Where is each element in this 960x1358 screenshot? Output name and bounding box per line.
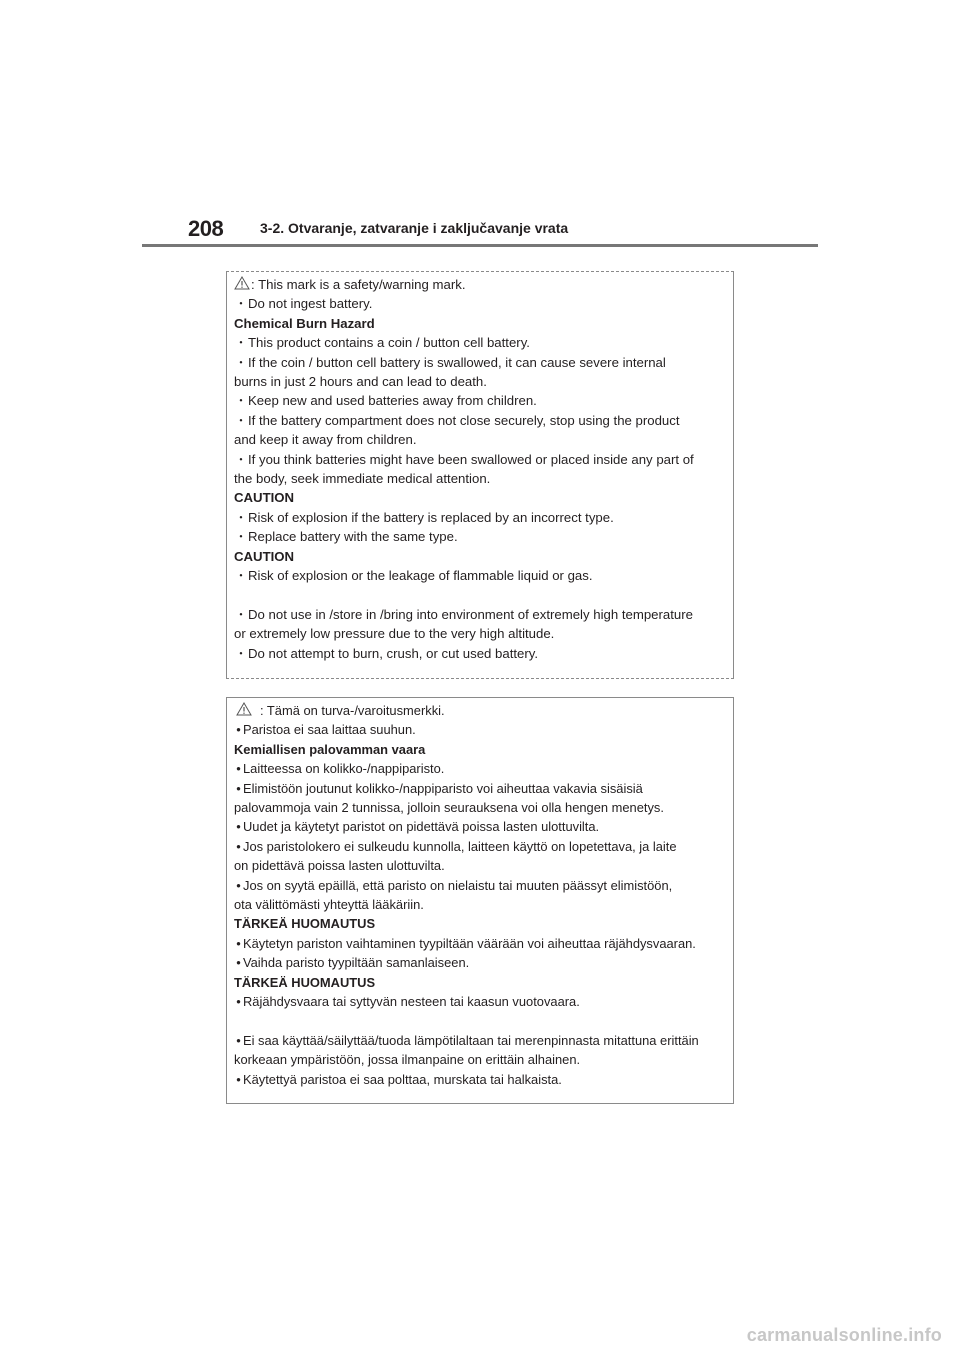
bullet-glyph: ・	[234, 606, 248, 622]
warning-heading	[234, 740, 727, 759]
bullet-item	[234, 934, 727, 953]
bullet-glyph: •	[236, 877, 241, 893]
bullet-item	[234, 411, 727, 430]
bullet-glyph: •	[236, 1032, 241, 1048]
line-text: Keep new and used batteries away from children.	[248, 393, 537, 409]
line-text: If the coin / button cell battery is swallowed, it can cause severe internal	[248, 354, 666, 370]
bullet-continuation	[234, 856, 727, 875]
line-text: : This mark is a safety/warning mark.	[251, 277, 466, 292]
bullet-glyph: •	[236, 1071, 241, 1087]
line-text: palovammoja vain 2 tunnissa, jolloin seurauksena voi olla hengen menetys.	[234, 800, 664, 816]
warning-mark-line	[234, 701, 727, 720]
line-text: TÄRKEÄ HUOMAUTUS	[234, 916, 376, 932]
bullet-glyph: •	[236, 838, 241, 854]
bullet-glyph: ・	[234, 645, 248, 661]
bullet-continuation	[234, 430, 727, 449]
line-text: : Tämä on turva-/varoitusmerkki.	[260, 703, 445, 718]
line-text: TÄRKEÄ HUOMAUTUS	[234, 974, 376, 990]
line-text: Paristoa ei saa laittaa suuhun.	[243, 722, 416, 738]
bullet-glyph: ・	[234, 393, 248, 409]
bullet-item	[234, 605, 727, 624]
line-text: Kemiallisen palovamman vaara	[234, 741, 426, 757]
page-number: 208	[188, 216, 224, 241]
page-header	[142, 214, 818, 246]
bullet-item	[234, 294, 727, 313]
line-text: If the battery compartment does not close securely, stop using the product	[248, 412, 680, 428]
bullet-glyph: ・	[234, 412, 248, 428]
bullet-continuation	[234, 798, 727, 817]
bullet-glyph: •	[236, 819, 241, 835]
bullet-item	[234, 353, 727, 372]
bullet-glyph: ・	[234, 354, 248, 370]
bullet-item	[234, 644, 727, 663]
bullet-continuation	[234, 624, 727, 643]
bullet-glyph: ・	[234, 296, 248, 312]
bullet-item	[234, 992, 727, 1011]
line-text: CAUTION	[234, 490, 295, 506]
line-text: Replace battery with the same type.	[248, 529, 458, 545]
line-text: Vaihda paristo tyypiltään samanlaiseen.	[243, 955, 470, 971]
bullet-item	[234, 566, 727, 585]
line-text: Chemical Burn Hazard	[234, 315, 375, 331]
watermark: carmanualsonline.info	[746, 1325, 942, 1345]
line-text: Elimistöön joutunut kolikko-/nappiparisto voi aiheuttaa vakavia sisäisiä	[243, 780, 643, 796]
line-text: Uudet ja käytetyt paristot on pidettävä poissa lasten ulottuvilta.	[243, 819, 600, 835]
bullet-glyph: ・	[234, 451, 248, 467]
bullet-item	[234, 333, 727, 352]
bullet-item	[234, 876, 727, 895]
warning-heading	[234, 973, 727, 992]
line-text: Räjähdysvaara tai syttyvän nesteen tai kaasun vuotovaara.	[243, 994, 580, 1010]
warning-heading	[234, 314, 727, 333]
bullet-glyph: •	[236, 955, 241, 971]
line-text: the body, seek immediate medical attention.	[234, 471, 491, 487]
line-text: Do not attempt to burn, crush, or cut used battery.	[248, 645, 539, 661]
line-text: and keep it away from children.	[234, 432, 417, 448]
header-rule	[142, 244, 818, 247]
bullet-item	[234, 527, 727, 546]
bullet-glyph: •	[236, 935, 241, 951]
bullet-continuation	[234, 895, 727, 914]
line-text: or extremely low pressure due to the very high altitude.	[234, 626, 555, 642]
line-text: ota välittömästi yhteyttä lääkäriin.	[234, 897, 424, 913]
bullet-item	[234, 1031, 727, 1050]
bullet-glyph: •	[236, 780, 241, 796]
bullet-continuation	[234, 1050, 727, 1069]
finnish-battery-warning-box	[226, 697, 734, 1104]
bullet-glyph: ・	[234, 529, 248, 545]
bullet-item	[234, 508, 727, 527]
line-text: If you think batteries might have been swallowed or placed inside any part of	[248, 451, 694, 467]
warning-heading	[234, 914, 727, 933]
section-title: 3-2. Otvaranje, zatvaranje i zaključavanje vrata	[260, 220, 569, 236]
line-text: Käytettyä paristoa ei saa polttaa, murskata tai halkaista.	[243, 1071, 562, 1087]
bullet-item	[234, 720, 727, 739]
line-text: Ei saa käyttää/säilyttää/tuoda lämpötilaltaan tai merenpinnasta mitattuna erittäin	[243, 1032, 699, 1048]
line-text: Risk of explosion if the battery is replaced by an incorrect type.	[248, 509, 614, 525]
line-text: Jos on syytä epäillä, että paristo on nielaistu tai muuten päässyt elimistöön,	[243, 877, 673, 893]
warning-triangle-icon	[234, 276, 250, 290]
line-text: burns in just 2 hours and can lead to death.	[234, 374, 487, 390]
line-text: Risk of explosion or the leakage of flammable liquid or gas.	[248, 568, 593, 584]
bullet-glyph: •	[236, 722, 241, 738]
bullet-glyph: ・	[234, 509, 248, 525]
bullet-glyph: ・	[234, 335, 248, 351]
bullet-item	[234, 817, 727, 836]
line-text: Do not ingest battery.	[248, 296, 373, 312]
bullet-glyph: •	[236, 761, 241, 777]
warning-heading	[234, 547, 727, 566]
bullet-glyph: •	[236, 994, 241, 1010]
line-text: This product contains a coin / button cell battery.	[248, 335, 530, 351]
warning-mark-line	[234, 275, 727, 294]
bullet-glyph: ・	[234, 568, 248, 584]
bullet-item	[234, 1070, 727, 1089]
line-text: korkeaan ympäristöön, jossa ilmanpaine on erittäin alhainen.	[234, 1052, 581, 1068]
bullet-continuation	[234, 469, 727, 488]
line-text: on pidettävä poissa lasten ulottuvilta.	[234, 858, 445, 874]
blank-line	[234, 1012, 727, 1031]
line-text: Do not use in /store in /bring into environment of extremely high temperature	[248, 606, 693, 622]
line-text: Käytetyn pariston vaihtaminen tyypiltään väärään voi aiheuttaa räjähdysvaaran.	[243, 935, 696, 951]
bullet-item	[234, 391, 727, 410]
warning-heading	[234, 488, 727, 507]
english-battery-warning-box	[226, 271, 734, 679]
line-text: Jos paristolokero ei sulkeudu kunnolla, laitteen käyttö on lopetettava, ja laite	[243, 838, 677, 854]
bullet-item	[234, 450, 727, 469]
bullet-continuation	[234, 372, 727, 391]
line-text: Laitteessa on kolikko-/nappiparisto.	[243, 761, 445, 777]
bullet-item	[234, 837, 727, 856]
bullet-item	[234, 779, 727, 798]
bullet-item	[234, 759, 727, 778]
blank-line	[234, 586, 727, 605]
bullet-item	[234, 953, 727, 972]
warning-triangle-icon	[236, 702, 252, 716]
line-text: CAUTION	[234, 548, 295, 564]
